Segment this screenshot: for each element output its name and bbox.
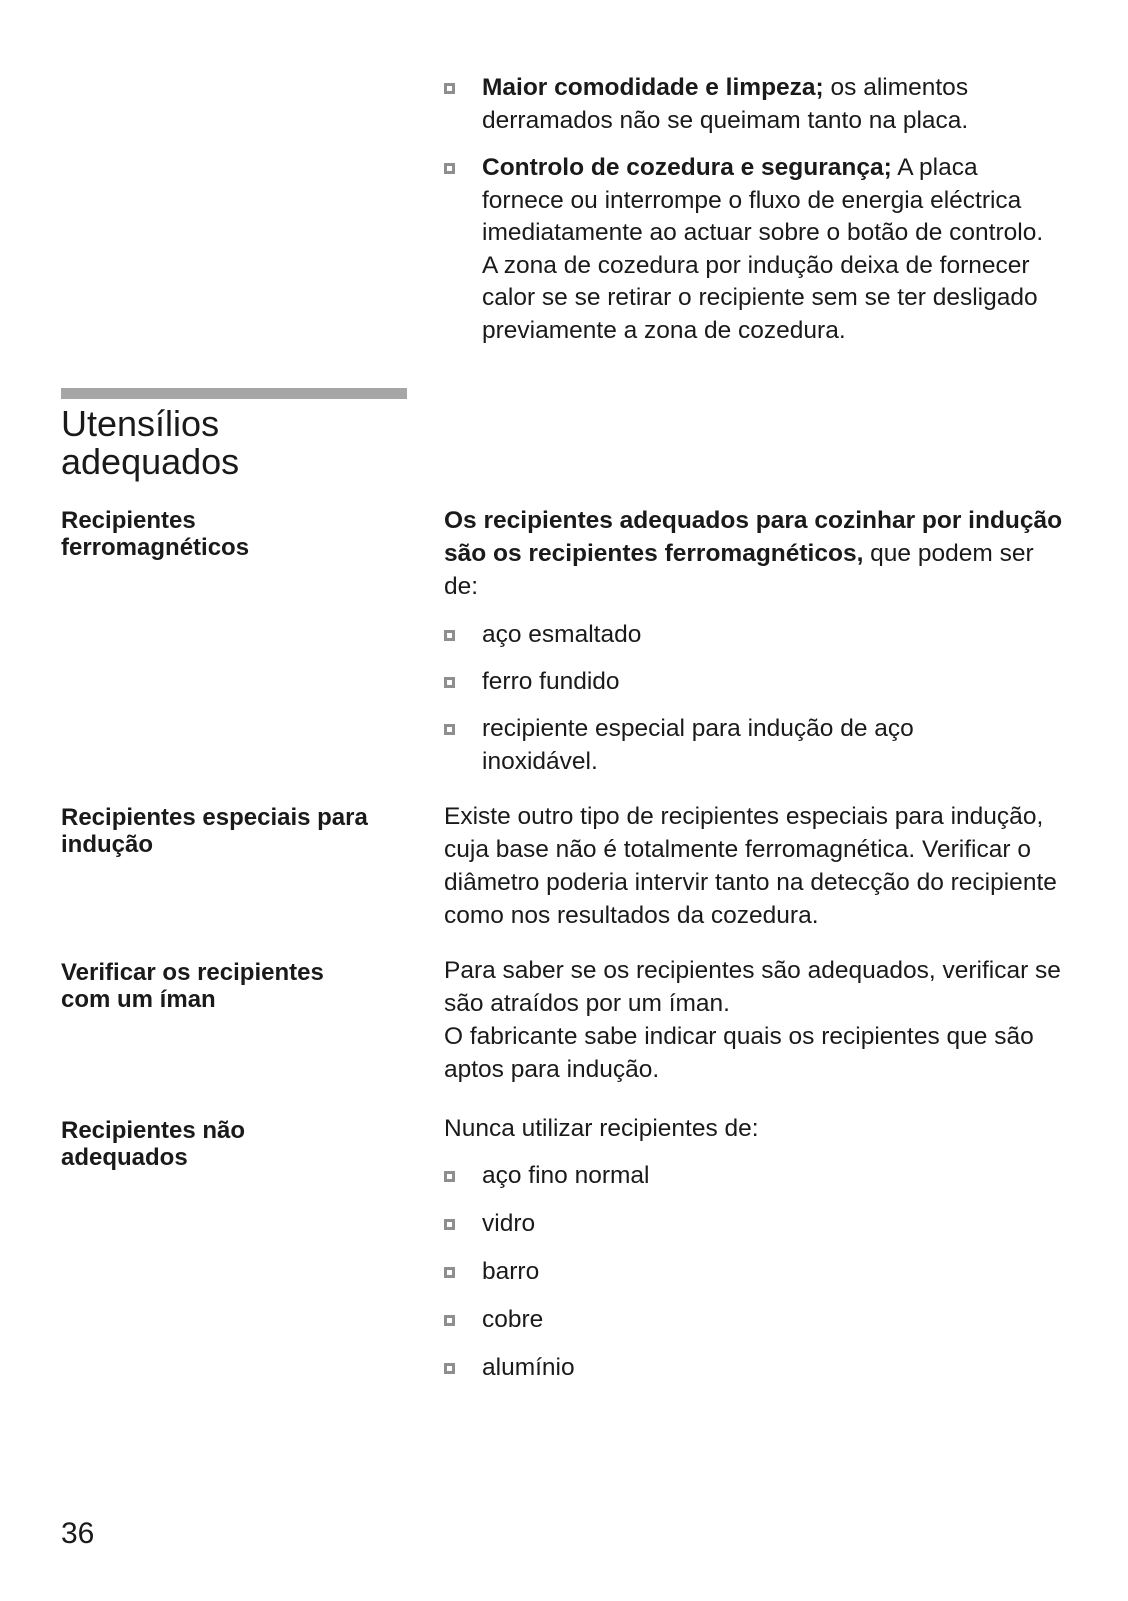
square-bullet-icon	[444, 1363, 455, 1374]
side-label-iman: Verificar os recipientes com um íman	[61, 959, 324, 1013]
side-label-especiais: Recipientes especiais para indução	[61, 804, 368, 858]
list-item: ferro fundido	[444, 666, 1054, 699]
page-number: 36	[61, 1517, 95, 1550]
bullet-bold-lead: Maior comodidade e limpeza;	[482, 74, 824, 101]
list-item: recipiente especial para indução de aço inoxidável.	[444, 713, 1054, 778]
iman-text: Para saber se os recipientes são adequados, verificar se são atraídos por um íman. O fabricante sabe indicar quais os recipientes que são aptos para indução.	[444, 957, 1061, 1083]
nao-adequados-intro: Nunca utilizar recipientes de:	[444, 1115, 759, 1142]
list-item: aço esmaltado	[444, 619, 1054, 652]
square-bullet-icon	[444, 1219, 455, 1230]
especiais-text: Existe outro tipo de recipientes especiais para indução, cuja base não é totalmente ferromagnética. Verificar o diâmetro poderia intervir tanto na detecção do recipiente como nos resultados da cozedura.	[444, 803, 1057, 929]
square-bullet-icon	[444, 1267, 455, 1278]
square-bullet-icon	[444, 630, 455, 641]
square-bullet-icon	[444, 163, 455, 174]
bullet-controlo	[444, 152, 1054, 347]
bullet-comodidade	[444, 72, 1054, 137]
square-bullet-icon	[444, 1171, 455, 1182]
square-bullet-icon	[444, 677, 455, 688]
list-item: barro	[444, 1256, 1054, 1289]
list-item: cobre	[444, 1304, 1054, 1337]
square-bullet-icon	[444, 1315, 455, 1326]
list-item: vidro	[444, 1208, 1054, 1241]
bullet-bold-lead: Controlo de cozedura e segurança;	[482, 154, 892, 181]
square-bullet-icon	[444, 724, 455, 735]
list-item: alumínio	[444, 1352, 1054, 1385]
bullet-text: A placa fornece ou interrompe o fluxo de energia eléctrica imediatamente ao actuar sobre o botão de controlo. A zona de cozedura por indução deixa de fornecer calor se se retirar o recipiente sem se ter desligado previamente a zona de cozedura.	[482, 154, 1044, 344]
section-title: Utensílios adequados	[61, 403, 240, 482]
ferromagneticos-intro: Os recipientes adequados para cozinhar por indução são os recipientes ferromagnéticos, que podem ser de:	[444, 507, 1063, 600]
section-rule	[61, 388, 407, 399]
side-label-nao-adequados: Recipientes não adequados	[61, 1117, 246, 1171]
bullet-text: os alimentos derramados não se queimam tanto na placa.	[482, 74, 969, 134]
list-item: aço fino normal	[444, 1160, 1054, 1193]
side-label-ferromagneticos: Recipientes ferromagnéticos	[61, 507, 250, 561]
square-bullet-icon	[444, 83, 455, 94]
